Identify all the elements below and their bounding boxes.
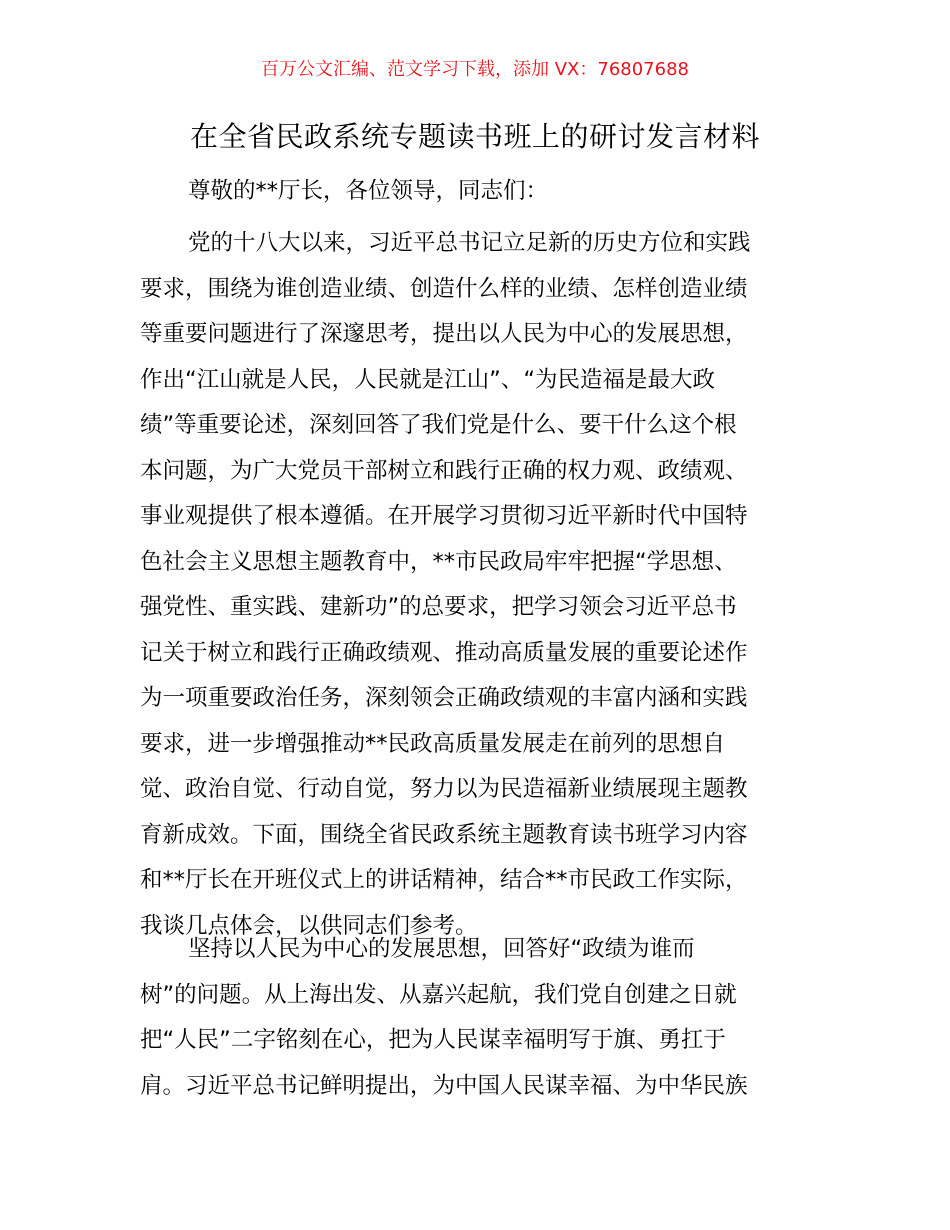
paragraph-line: 作出“江山就是人民，人民就是江山”、“为民造福是最大政 (140, 366, 715, 393)
salutation: 尊敬的**厅长，各位领导，同志们： (188, 178, 549, 204)
paragraph-line: 把“人民”二字铭刻在心，把为人民谋幸福明写于旗、勇扛于 (140, 1027, 726, 1053)
paragraph-line: 觉、政治自觉、行动自觉，努力以为民造福新业绩展现主题教 (140, 776, 748, 802)
paragraph-line: 我谈几点体会，以供同志们参考。 (140, 912, 478, 939)
paragraph-line: 绩”等重要论述，深刻回答了我们党是什么、要干什么这个根 (140, 412, 737, 438)
paragraph-line: 坚持以人民为中心的发展思想，回答好“政绩为谁而 (188, 936, 695, 962)
paragraph-line: 本问题，为广大党员干部树立和践行正确的权力观、政绩观、 (140, 457, 748, 484)
paragraph-2 (140, 927, 820, 1109)
download-banner: 百万公文汇编、范文学习下载，添加 VX：76807688 (261, 59, 689, 80)
paragraph-line: 肩。习近平总书记鲜明提出，为中国人民谋幸福、为中华民族 (140, 1072, 748, 1099)
paragraph-line: 树”的问题。从上海出发、从嘉兴起航，我们党自创建之日就 (140, 981, 737, 1008)
paragraph-line: 和**厅长在开班仪式上的讲话精神，结合**市民政工作实际， (140, 867, 748, 893)
paragraph-line: 党的十八大以来，习近平总书记立足新的历史方位和实践 (188, 230, 751, 256)
paragraph-line: 强党性、重实践、建新功”的总要求，把学习领会习近平总书 (140, 594, 737, 620)
paragraph-line: 色社会主义思想主题教育中，**市民政局牢牢把握“学思想、 (140, 548, 737, 575)
paragraph-line: 育新成效。下面，围绕全省民政系统主题教育读书班学习内容 (140, 821, 748, 848)
paragraph-line: 记关于树立和践行正确政绩观、推动高质量发展的重要论述作 (140, 639, 748, 666)
paragraph-line: 为一项重要政治任务，深刻领会正确政绩观的丰富内涵和实践 (140, 685, 748, 711)
paragraph-1 (140, 221, 820, 949)
paragraph-line: 要求，围绕为谁创造业绩、创造什么样的业绩、怎样创造业绩 (140, 275, 748, 302)
salutation-block (140, 169, 820, 215)
paragraph-line: 事业观提供了根本遵循。在开展学习贯彻习近平新时代中国特 (140, 503, 748, 529)
paragraph-line: 要求，进一步增强推动**民政高质量发展走在前列的思想自 (140, 730, 726, 757)
document-title: 在全省民政系统专题读书班上的研讨发言材料 (189, 120, 760, 153)
paragraph-line: 等重要问题进行了深邃思考，提出以人民为中心的发展思想， (140, 321, 748, 347)
